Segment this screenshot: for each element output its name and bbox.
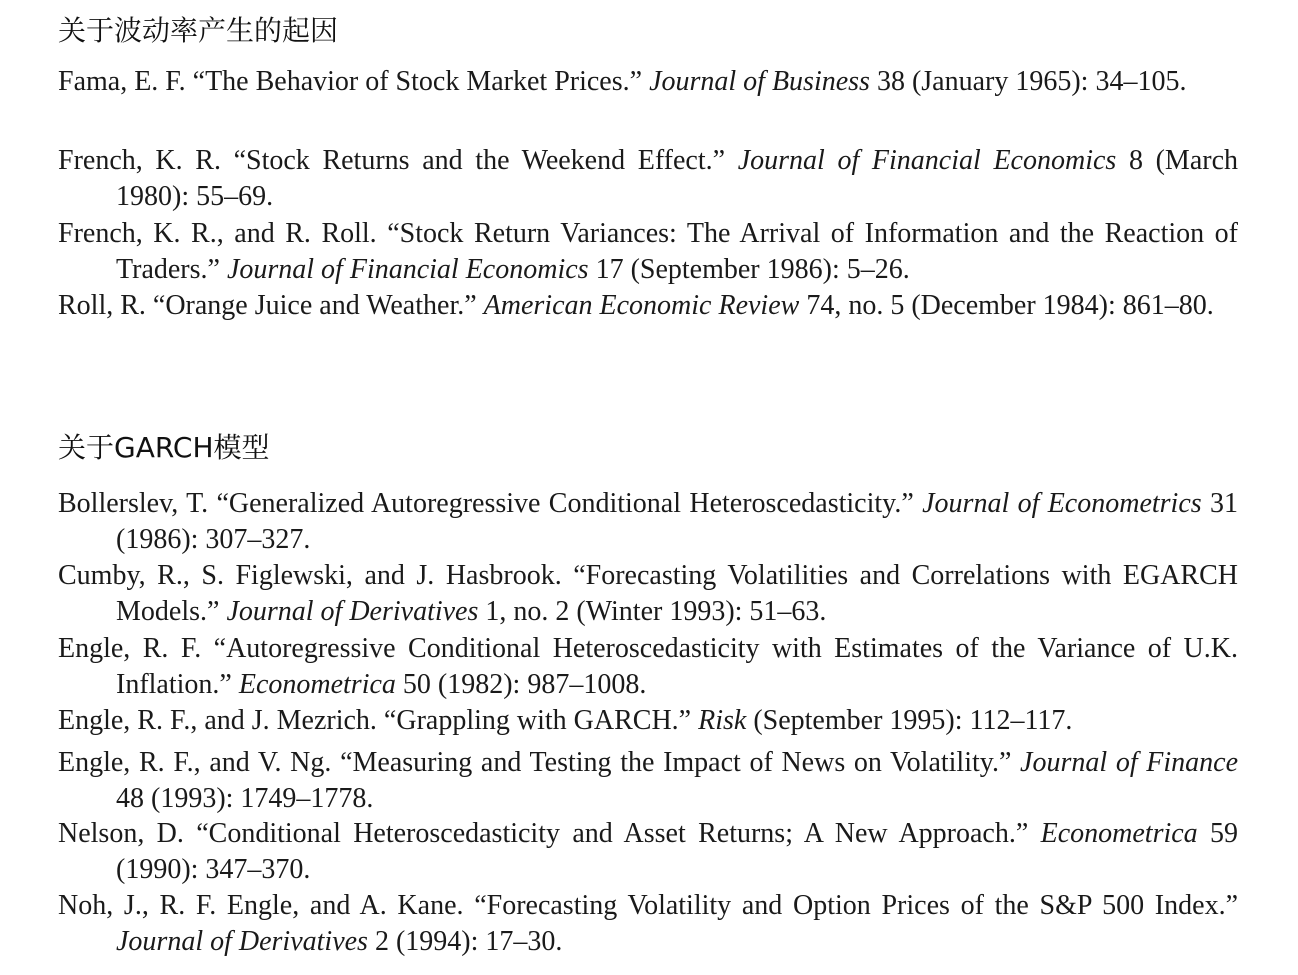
reference-details: 8 (March 1980): 55–69. <box>116 145 1238 212</box>
reference-entry <box>58 486 1238 558</box>
section-heading-garch: 关于GARCH模型 <box>58 431 270 464</box>
reference-text: Bollerslev, T. “Generalized Autoregressive Conditional Heteroscedasticity.” <box>58 488 923 519</box>
reference-details: 74, no. 5 (December 1984): 861–80. <box>799 290 1214 321</box>
reference-entry <box>58 64 1238 100</box>
reference-text: Engle, R. F. “Autoregressive Conditional Heteroscedasticity with Estimates of the Variance of U.K. Inflation.” <box>58 633 1238 700</box>
reference-entry <box>58 816 1238 888</box>
section-heading-volatility-causes: 关于波动率产生的起因 <box>58 14 339 47</box>
journal-title: Econometrica <box>1040 818 1198 849</box>
journal-title: American Economic Review <box>483 290 800 321</box>
reference-details: 31 (1986): 307–327. <box>116 488 1238 555</box>
reference-text: Roll, R. “Orange Juice and Weather.” <box>58 290 484 321</box>
reference-details: 50 (1982): 987–1008. <box>395 669 647 700</box>
journal-title: Journal of Econometrics <box>922 488 1202 519</box>
journal-title: Journal of Business <box>649 66 870 97</box>
journal-title: Journal of Derivatives <box>226 596 479 627</box>
journal-title: Journal of Financial Economics <box>737 145 1117 176</box>
reference-details: 59 (1990): 347–370. <box>116 818 1239 885</box>
reference-text: Nelson, D. “Conditional Heteroscedasticity and Asset Returns; A New Approach.” <box>58 818 1041 849</box>
reference-entry <box>58 143 1238 215</box>
reference-text: Noh, J., R. F. Engle, and A. Kane. “Forecasting Volatility and Option Prices of the S&P 500 Index.” <box>58 890 1238 921</box>
reference-entry <box>58 216 1238 288</box>
reference-details: 48 (1993): 1749–1778. <box>116 783 374 814</box>
journal-title: Journal of Financial Economics <box>226 254 589 285</box>
journal-title: Journal of Finance <box>1020 747 1238 778</box>
reference-text: French, K. R. “Stock Returns and the Weekend Effect.” <box>58 145 738 176</box>
reference-text: Engle, R. F., and V. Ng. “Measuring and Testing the Impact of News on Volatility.” <box>58 747 1021 778</box>
reference-details: 38 (January 1965): 34–105. <box>869 66 1187 97</box>
reference-details: 1, no. 2 (Winter 1993): 51–63. <box>478 596 827 627</box>
reference-entry <box>58 558 1238 630</box>
reference-details: (September 1995): 112–117. <box>746 705 1073 736</box>
reference-text: Cumby, R., S. Figlewski, and J. Hasbrook. “Forecasting Volatilities and Correlations with EGARCH Models.” <box>58 560 1238 627</box>
reference-text: Engle, R. F., and J. Mezrich. “Grappling with GARCH.” <box>58 705 699 736</box>
journal-title: Risk <box>698 705 747 736</box>
reference-text: Fama, E. F. “The Behavior of Stock Market Prices.” <box>58 66 650 97</box>
reference-entry <box>58 288 1238 324</box>
reference-details: 2 (1994): 17–30. <box>367 926 563 957</box>
reference-details: 17 (September 1986): 5–26. <box>588 254 910 285</box>
journal-title: Journal of Derivatives <box>116 926 368 957</box>
reference-entry <box>58 631 1238 703</box>
reference-entry <box>58 745 1238 817</box>
reference-entry <box>58 888 1238 960</box>
reference-entry <box>58 703 1238 739</box>
journal-title: Econometrica <box>238 669 396 700</box>
reference-text: French, K. R., and R. Roll. “Stock Return Variances: The Arrival of Information and the Reaction of Traders.” <box>58 218 1238 285</box>
